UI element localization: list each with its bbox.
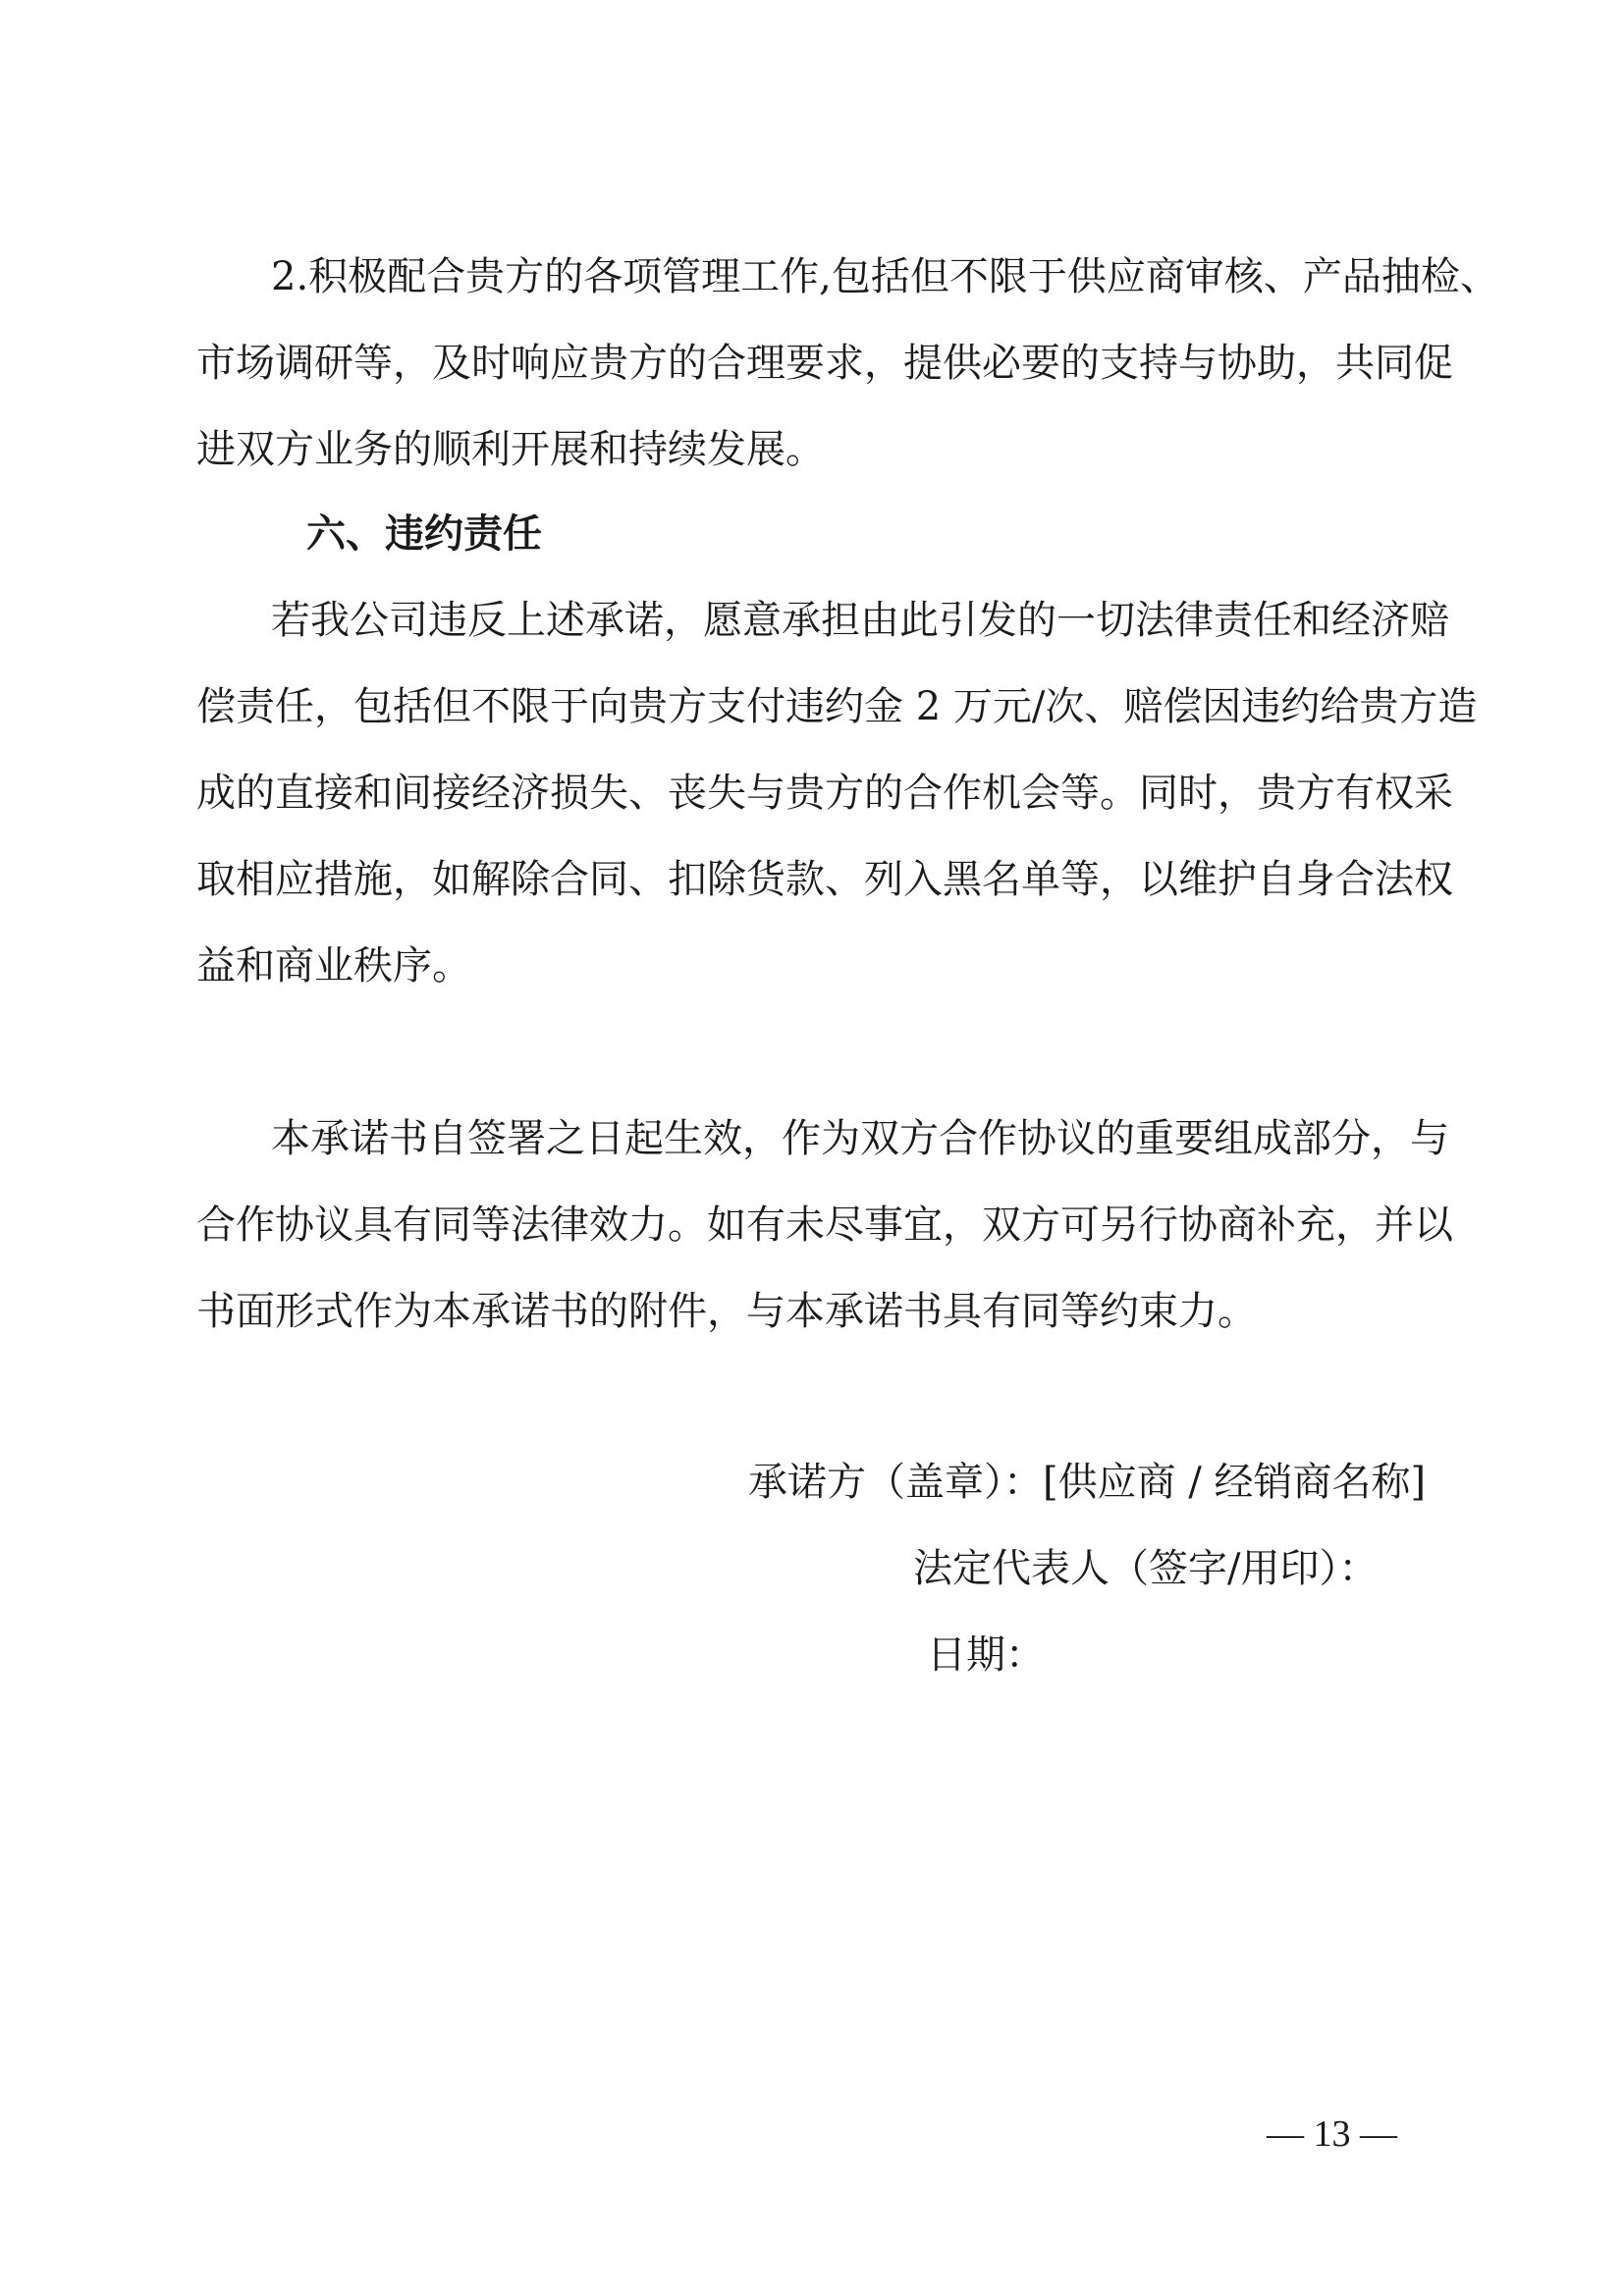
body-text-line: 成的直接和间接经济损失、丧失与贵方的合作机会等。同时，贵方有权采: [196, 771, 1453, 816]
body-text-line: 若我公司违反上述承诺，愿意承担由此引发的一切法律责任和经济赔: [271, 598, 1449, 643]
body-text-line: 市场调研等，及时响应贵方的合理要求，提供必要的支持与协助，共同促: [196, 341, 1453, 386]
legal-representative-line: 法定代表人（签字/用印）：: [913, 1546, 1379, 1591]
page-number: — 13 —: [1267, 2113, 1397, 2155]
body-text-line: 益和商业秩序。: [196, 943, 471, 988]
body-text-line: 书面形式作为本承诺书的附件，与本承诺书具有同等约束力。: [196, 1289, 1257, 1334]
promisor-seal-line: 承诺方（盖章）：[供应商 / 经销商名称]: [748, 1460, 1427, 1505]
date-line: 日期：: [927, 1632, 1045, 1678]
body-text-line: 2.积极配合贵方的各项管理工作,包括但不限于供应商审核、产品抽检、: [271, 254, 1499, 299]
section-heading: 六、违约责任: [306, 511, 542, 557]
body-text-line: 本承诺书自签署之日起生效，作为双方合作协议的重要组成部分，与: [271, 1116, 1449, 1161]
body-text-line: 合作协议具有同等法律效力。如有未尽事宜，双方可另行协商补充，并以: [196, 1202, 1453, 1248]
body-text-line: 偿责任，包括但不限于向贵方支付违约金 2 万元/次、赔偿因违约给贵方造: [196, 684, 1478, 729]
body-text-line: 取相应措施，如解除合同、扣除货款、列入黑名单等，以维护自身合法权: [196, 857, 1453, 902]
body-text-line: 进双方业务的顺利开展和持续发展。: [196, 427, 825, 472]
